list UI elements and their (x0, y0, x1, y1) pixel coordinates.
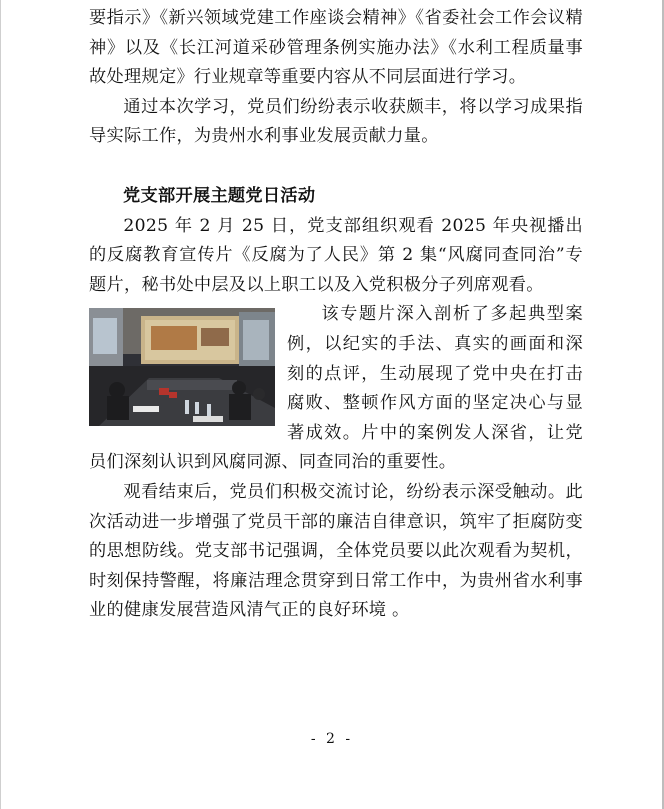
page-number: - 2 - (310, 731, 354, 747)
section-gap (89, 152, 583, 182)
page-frame-left (0, 0, 1, 809)
meeting-photo-illustration (89, 308, 275, 426)
paragraph-study-summary: 通过本次学习，党员们纷纷表示收获颇丰，将以学习成果指导实际工作，为贵州水利事业发展贡献力量。 (89, 96, 583, 147)
meeting-photo (89, 308, 275, 426)
document-page (89, 0, 583, 626)
paragraph-discussion: 观看结束后，党员们积极交流讨论，纷纷表示深受触动。此次活动进一步增强了党员干部的廉洁自律意识，筑牢了拒腐防变的思想防线。党支部书记强调，全体党员要以此次观看为契机，时刻保持警醒，将廉洁理念贯穿到日常工作中，为贵州省水利事业的健康发展营造风清气正的良好环境 。 (89, 481, 583, 621)
section-heading: 党支部开展主题党日活动 (123, 185, 316, 206)
paragraph-study-topics: 要指示》《新兴领域党建工作座谈会精神》《省委社会工作会议精神》以及《长江河道采砂管理条例实施办法》《水利工程质量事故处理规定》行业规章等重要内容从不同层面进行学习。 (89, 8, 583, 88)
paragraph-film-description: 该专题片深入剖析了多起典型案例，以纪实的手法、真实的画面和深刻的点评，生动展现了党中央在打击腐败、整顿作风方面的坚定决心与显著成效。片中的案例发人深省，让党员们深刻认识到风腐同源、同查同治的重要性。 (89, 304, 583, 473)
paragraph-event-intro: 2025 年 2 月 25 日，党支部组织观看 2025 年央视播出的反腐教育宣传片《反腐为了人民》第 2 集“风腐同查同治”专题片，秘书处中层及以上职工以及入党积极分子列席观看。 (89, 215, 583, 295)
